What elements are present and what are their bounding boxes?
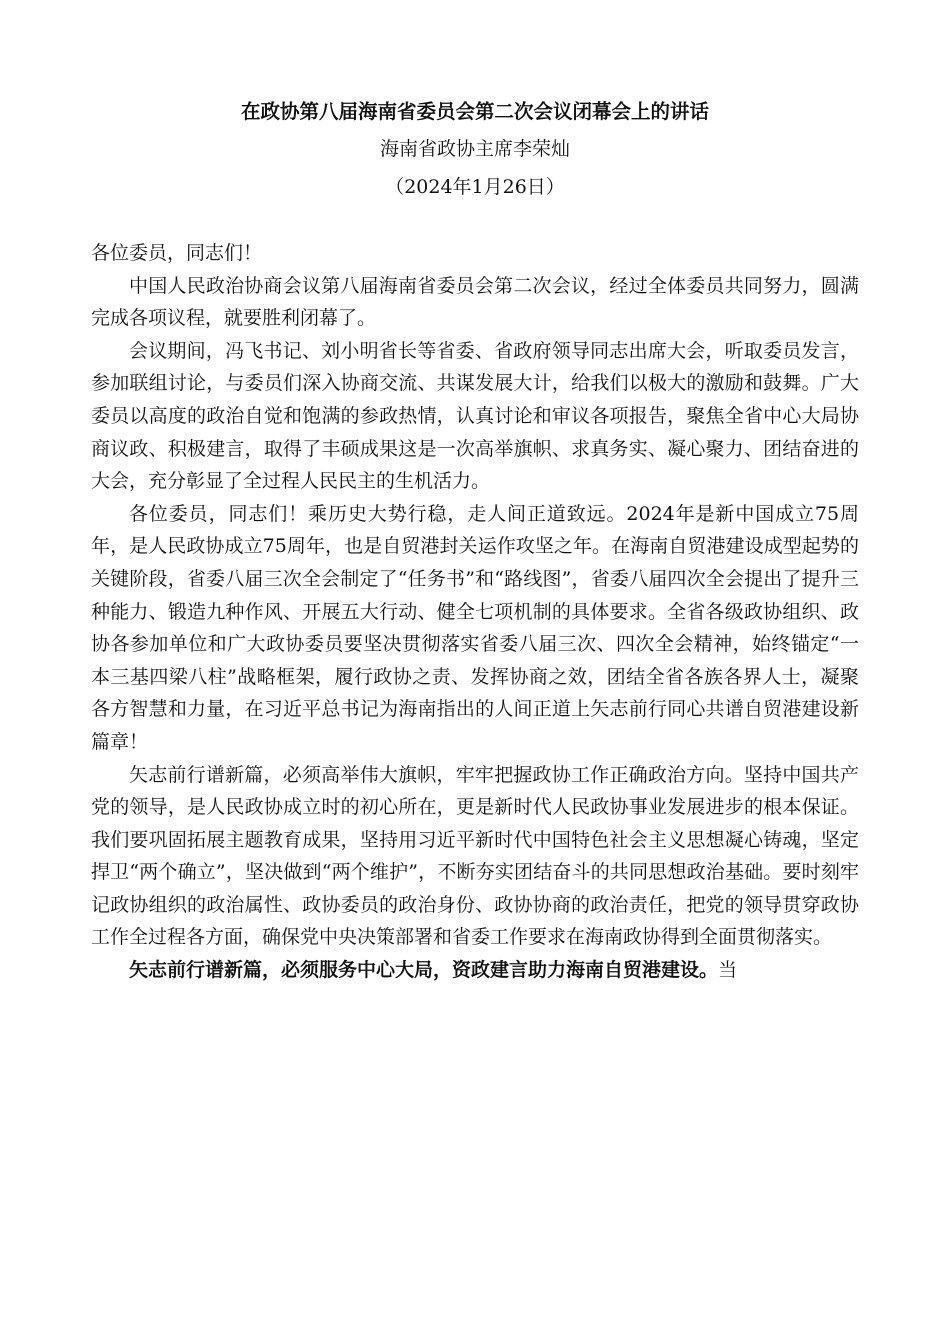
document-title: 在政协第八届海南省委员会第二次会议闭幕会上的讲话 <box>240 100 709 123</box>
paragraph-2: 会议期间，冯飞书记、刘小明省长等省委、省政府领导同志出席大会，听取委员发言，参加联组讨论，与委员们深入协商交流、共谋发展大计，给我们以极大的激励和鼓舞。广大委员以高度的政治自觉和饱满的参政热情，认真讨论和审议各项报告，聚焦全省中心大局协商议政、积极建言，取得了丰硕成果这是一次高举旗帜、求真务实、凝心聚力、团结奋进的大会，充分彰显了全过程人民民主的生机活力。 <box>91 339 859 493</box>
paragraph-3: 各位委员，同志们！乘历史大势行稳，走人间正道致远。2024年是新中国成立75周年，是人民政协成立75周年，也是自贸港封关运作攻坚之年。在海南自贸港建设成型起势的关键阶段，省委八届三次全会制定了“任务书”和“路线图”，省委八届四次全会提出了提升三种能力、锻造九种作风、开展五大行动、健全七项机制的具体要求。全省各级政协组织、政协各参加单位和广大政协委员要坚决贯彻落实省委八届三次、四次全会精神，始终锚定“一本三基四梁八柱”战略框架，履行政协之责、发挥协商之效，团结全省各族各界人士，凝聚各方智慧和力量，在习近平总书记为海南指出的人间正道上矢志前行同心共谱自贸港建设新篇章！ <box>91 502 859 753</box>
document-author: 海南省政协主席李荣灿 <box>379 138 570 160</box>
document-date: （2024年1月26日） <box>385 176 565 198</box>
document-body <box>91 237 859 987</box>
paragraph-4: 矢志前行谱新篇，必须高举伟大旗帜，牢牢把握政协工作正确政治方向。坚持中国共产党的领导，是人民政协成立时的初心所在，更是新时代人民政协事业发展进步的根本保证。我们要巩固拓展主题教育成果，坚持用习近平新时代中国特色社会主义思想凝心铸魂，坚定捍卫“两个确立”，坚决做到“两个维护”，不断夯实团结奋斗的共同思想政治基础。要时刻牢记政协组织的政治属性、政协委员的政治身份、政协协商的政治责任，把党的领导贯穿政协工作全过程各方面，确保党中央决策部署和省委工作要求在海南政协得到全面贯彻落实。 <box>91 763 859 949</box>
paragraph-5-text: 当 <box>718 959 738 982</box>
paragraph-5-bold-lead: 矢志前行谱新篇，必须服务中心大局，资政建言助力海南自贸港建设。 <box>129 959 719 982</box>
document-page <box>91 96 859 987</box>
paragraph-1: 中国人民政治协商会议第八届海南省委员会第二次会议，经过全体委员共同努力，圆满完成各项议程，就要胜利闭幕了。 <box>91 274 859 330</box>
paragraph-5 <box>91 954 859 987</box>
salutation: 各位委员，同志们！ <box>91 242 263 264</box>
